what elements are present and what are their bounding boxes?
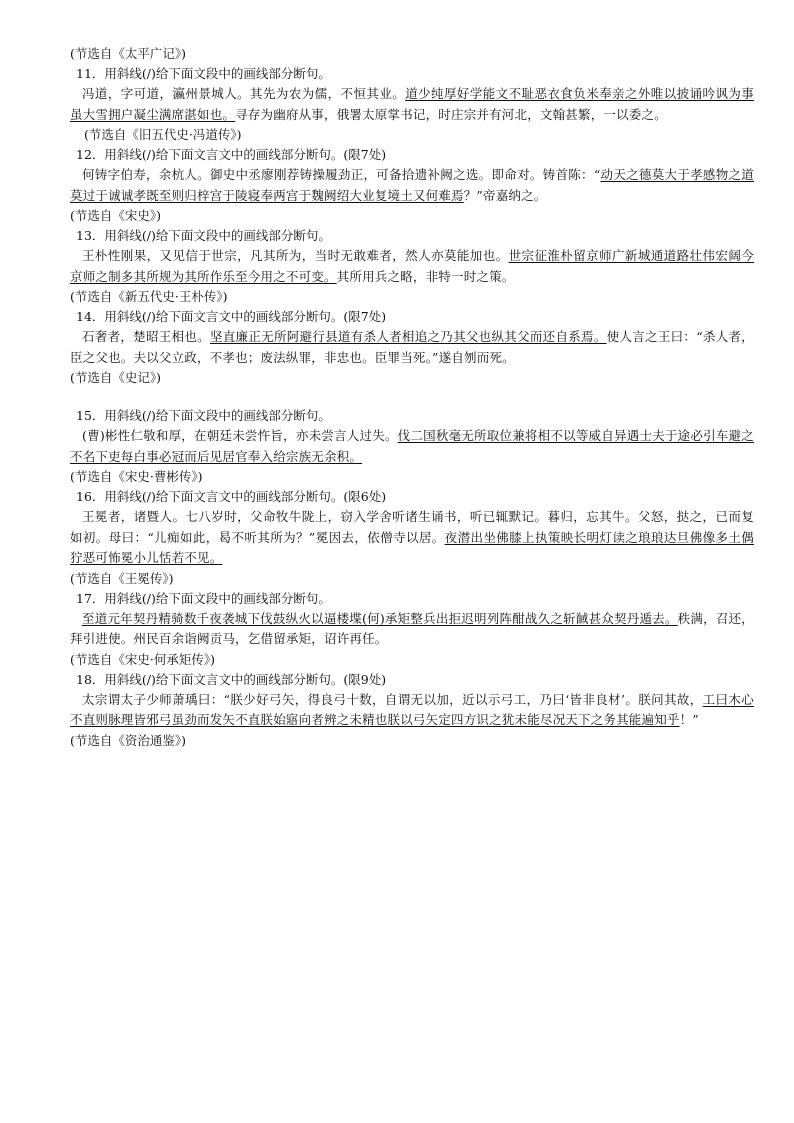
question-15-passage — [70, 426, 754, 467]
question-18-passage — [70, 690, 754, 731]
section-spacer — [70, 388, 754, 406]
question-11-passage — [70, 84, 754, 125]
passage-text: ！” — [679, 712, 699, 727]
source-note: (节选自《宋史·何承矩传》) — [70, 651, 215, 667]
question-14-heading: 14．用斜线(/)给下面文言文中的画线部分断句。(限7处) — [76, 309, 387, 324]
underlined-text: 坚直廉正无所阿避行县道有杀人者相追之乃其父也纵其父而还自系焉。 — [209, 329, 607, 344]
passage-text: 何铸字伯寿，余杭人。御史中丞廖刚荐铸操履劲正，可备拾遗补阙之选。即命对。铸首陈：“ — [82, 167, 601, 182]
source-note: (节选自《史记》) — [70, 370, 162, 385]
source-note: (节选自《资治通鉴》) — [70, 732, 187, 748]
passage-text: 王朴性刚果，又见信于世宗，凡其所为，当时无敢难者，然人亦莫能加也。 — [82, 248, 509, 263]
source-note: (节选自《宋史》) — [70, 208, 162, 223]
underlined-text: 道少纯厚好学能文不耻恶衣食负米奉亲之外唯以披诵吟讽为事虽大雪拥户凝尘满席湛如也。 — [70, 86, 754, 122]
passage-text: 其所用兵之略，非特一时之策。 — [336, 268, 515, 284]
source-note: (节选自《太平广记》) — [70, 46, 187, 61]
source-note: (节选自《宋史·曹彬传》) — [70, 469, 203, 484]
question-16-passage — [70, 507, 754, 569]
passage-text: 太宗谓太子少师萧瑀曰：“朕少好弓矢，得良弓十数，自谓无以加，近以示弓工，乃曰‘皆非良材’。朕问其故， — [82, 691, 703, 707]
question-12-passage — [70, 165, 754, 206]
question-16-heading: 16．用斜线(/)给下面文言文中的画线部分断句。(限6处) — [76, 489, 387, 504]
question-15-heading: 15．用斜线(/)给下面文段中的画线部分断句。 — [76, 408, 331, 423]
question-13-passage — [70, 246, 754, 287]
question-13-heading: 13．用斜线(/)给下面文段中的画线部分断句。 — [76, 228, 331, 243]
passage-text: 石奢者，楚昭王相也。 — [82, 329, 210, 344]
underlined-text: 至道元年契丹精骑数千夜袭城下伐鼓纵火以逼楼堞(何)承矩整兵出拒迟明列阵酣战久之斩馘甚众契丹遁去。 — [82, 610, 678, 626]
passage-text: 冯道，字可道，瀛州景城人。其先为农为儒，不恒其业。 — [82, 86, 406, 101]
underlined-text: 夜潜出坐佛膝上执策映长明灯读之琅琅达旦佛像多土偶狞恶可怖冕小儿恬若不见。 — [70, 529, 754, 565]
passage-text: ？”帝嘉纳之。 — [463, 187, 547, 203]
worksheet-page — [70, 44, 754, 751]
underlined-text: 工曰木心不直则脉理皆邪弓虽劲而发矢不直朕始寤向者辨之未精也朕以弓矢定四方识之犹未能尽况天下之务其能遍知乎 — [70, 691, 754, 727]
passage-text: 使人言之王曰：“杀人者，臣之父也。夫以父立政，不孝也；废法纵罪，非忠也。臣罪当死。”遂自刎而死。 — [70, 329, 755, 365]
passage-text: 王冕者，诸暨人。七八岁时，父命牧牛陇上，窃入学舍听诸生诵书，听已辄默记。暮归，忘其牛。父怒，挞之，已而复如初。母曰：“儿痴如此，曷不听其所为？”冕因去，依僧寺以居。 — [70, 509, 754, 545]
question-14-passage — [70, 327, 754, 368]
question-11-heading: 11．用斜线(/)给下面文段中的画线部分断句。 — [76, 66, 331, 81]
passage-text: 秩满，召还，拜引进使。州民百余诣阙贡马，乞借留承矩，诏许再任。 — [70, 610, 755, 646]
question-17-heading: 17．用斜线(/)给下面文段中的画线部分断句。 — [76, 590, 331, 606]
question-18-heading: 18．用斜线(/)给下面文言文中的画线部分断句。(限9处) — [76, 671, 387, 687]
source-note: (节选自《新五代史·王朴传》) — [70, 289, 228, 304]
source-note: (节选自《王冕传》) — [70, 570, 174, 586]
passage-text: 寻存为幽府从事，俄署太原掌书记，时庄宗并有河北，文翰甚繁，一以委之。 — [235, 106, 667, 122]
underlined-text: 动天之德莫大于孝感物之道莫过于诚诚孝既至则归梓宫于陵寝奉两宫于魏阙绍大业复境土又何难焉 — [70, 167, 755, 203]
question-12-heading: 12．用斜线(/)给下面文言文中的画线部分断句。(限7处) — [76, 147, 387, 162]
passage-text: (曹)彬性仁敬和厚，在朝廷未尝忤旨，亦未尝言人过失。 — [82, 428, 398, 443]
question-17-passage — [70, 609, 754, 650]
underlined-text: 世宗征淮朴留京师广新城通道路壮伟宏阔今京师之制多其所规为其所作乐至今用之不可变。 — [70, 248, 754, 284]
source-note: (节选自《旧五代史·冯道传》) — [84, 127, 242, 142]
underlined-text: 伐二国秋毫无所取位兼将相不以等威自异遇士夫于途必引车避之不名下吏每白事必冠而后见居官奉入给宗族无余积。 — [70, 428, 754, 464]
